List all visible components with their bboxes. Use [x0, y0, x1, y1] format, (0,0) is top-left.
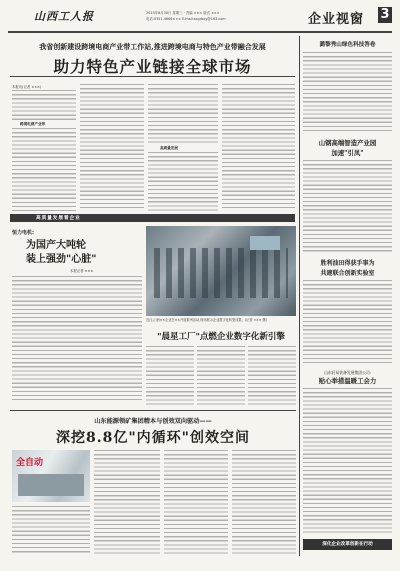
right-text-3	[303, 280, 392, 366]
masthead-rule	[8, 31, 392, 33]
lead-kicker: 我省创新建设跨境电商产业带工作站,推进跨境电商与特色产业带融合发展	[39, 42, 266, 51]
date-line: 2023年8月30日 星期三 · 责编 ××× 版式 ×××	[146, 11, 220, 15]
section-title: 企业视窗	[308, 12, 365, 27]
lead-text-col1b	[12, 128, 76, 211]
lead-text-col3a	[148, 84, 218, 144]
story3-text-col1	[146, 346, 194, 406]
bottom-headline: 深挖8.8亿"内循环"创效空间	[56, 430, 250, 446]
right-text-1	[303, 52, 392, 134]
story2-byline: 本报记者 ×××	[70, 269, 94, 273]
lead-subhead-1: 跨境电商产业带	[20, 122, 46, 126]
caption-text: 近日,山西××企业在××开展系列活动,现场展示企业数字化转型成果。	[146, 318, 245, 322]
lead-text-col4	[222, 84, 295, 211]
lead-byline: 本报讯(记者 ×××)	[12, 85, 42, 89]
masthead	[8, 6, 392, 32]
bottom-photo	[12, 450, 90, 502]
story2-headline-2: 装上强劲"心脏"	[26, 254, 97, 265]
right-text-4	[303, 388, 392, 534]
lead-headline: 助力特色产业链接全球市场	[53, 57, 252, 76]
bottom-text-col3	[164, 450, 228, 554]
photo-caption	[146, 318, 296, 322]
lead-subhead-2: 高质量发展	[160, 146, 178, 150]
bottom-kicker: 山东能源领矿集团精本与创效双向驱动——	[94, 418, 212, 425]
right-head-4-kicker: 山东轻易装备发展集团公司:	[324, 370, 371, 375]
section-banner	[10, 214, 295, 222]
story3-text-col2	[197, 346, 245, 406]
right-head-3a: 胜利油田得获手事为	[320, 260, 375, 267]
lead-text-col1a	[12, 90, 76, 120]
banner-label: 高质量发展看企业	[36, 216, 81, 222]
page-number: 3	[378, 7, 392, 23]
event-photo	[146, 226, 296, 316]
bottom-text-col1	[12, 506, 90, 554]
lead-text-col3b	[148, 152, 218, 211]
right-head-2a: 山钢高端智造产业园	[318, 139, 377, 147]
photo-sign-text: 全自动	[16, 458, 44, 468]
right-head-3b: 共建联合创新实验室	[320, 270, 375, 277]
bottom-text-col4	[232, 450, 296, 554]
right-head-4: 贴心举措温暖工会力	[318, 377, 377, 385]
photo-machine	[18, 474, 84, 496]
right-footer-label: 深化企业改革创新在行动	[322, 542, 373, 547]
photo-figures	[154, 248, 288, 298]
column-divider	[299, 36, 300, 556]
story3-headline: "晨星工厂"点燃企业数字化新引擎	[157, 332, 285, 342]
lead-text-col2	[80, 84, 144, 211]
contact-line: 电话:0351-4666××× E-mail:sxgrbqy@163.com	[146, 17, 226, 21]
story3-text-col3	[248, 346, 296, 406]
right-text-2	[303, 160, 392, 252]
bottom-rule	[10, 410, 296, 411]
photo-screen	[250, 236, 280, 250]
right-footer-box	[303, 539, 392, 550]
right-head-1: 潞黎秀山绿色科技答卷	[319, 42, 376, 48]
story2-text	[12, 276, 142, 402]
bottom-text-col2	[94, 450, 160, 554]
right-head-2b: 加速"引凤"	[331, 149, 364, 157]
caption-credit: (记者 ××× 摄)	[244, 318, 267, 322]
newspaper-logo: 山西工人报	[34, 10, 94, 23]
lead-rule	[10, 76, 295, 77]
story2-headline-1: 为国产大吨轮	[26, 240, 86, 251]
story2-kicker: 恒力电机:	[12, 230, 34, 236]
